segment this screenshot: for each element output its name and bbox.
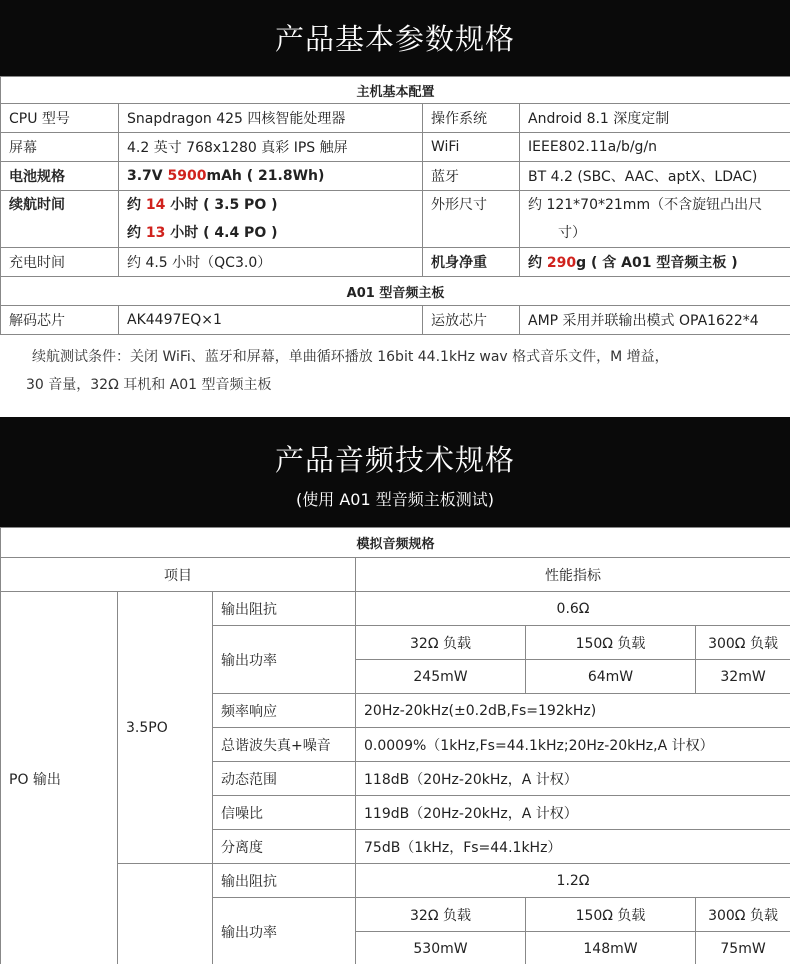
weight-label: 机身净重 <box>423 248 520 277</box>
freq-value: 20Hz-20kHz(±0.2dB,Fs=192kHz) <box>356 694 790 728</box>
thd-value: 0.0009%（1kHz,Fs=44.1kHz;20Hz-20kHz,A 计权） <box>356 728 790 762</box>
battery-label: 电池规格 <box>1 162 119 191</box>
board-header: A01 型音频主板 <box>1 277 790 306</box>
power-label: 输出功率 <box>213 626 356 694</box>
section-title: 产品基本参数规格 <box>274 22 515 56</box>
battery-value: 3.7V 5900mAh ( 21.8Wh) <box>119 162 423 191</box>
charge-label: 充电时间 <box>1 248 119 277</box>
screen-label: 屏幕 <box>1 133 119 162</box>
table-row <box>1 191 790 248</box>
audio-spec-table <box>0 527 790 964</box>
sep-label: 分离度 <box>213 830 356 864</box>
dac-label: 解码芯片 <box>1 306 119 335</box>
thd-label: 总谐波失真+噪音 <box>213 728 356 762</box>
subgroup-3.5po: 3.5PO <box>118 592 213 864</box>
section-banner-basic <box>0 0 790 76</box>
charge-value: 约 4.5 小时（QC3.0） <box>119 248 423 277</box>
os-value: Android 8.1 深度定制 <box>520 104 790 133</box>
load-32: 32Ω 负载 <box>356 898 526 932</box>
table-row <box>1 133 790 162</box>
power-300: 32mW <box>696 660 790 694</box>
dr-value: 118dB（20Hz-20kHz，A 计权） <box>356 762 790 796</box>
snr-label: 信噪比 <box>213 796 356 830</box>
snr-value: 119dB（20Hz-20kHz，A 计权） <box>356 796 790 830</box>
cpu-label: CPU 型号 <box>1 104 119 133</box>
endurance-label: 续航时间 <box>1 191 119 248</box>
power-32: 245mW <box>356 660 526 694</box>
dac-value: AK4497EQ×1 <box>119 306 423 335</box>
opamp-value: AMP 采用并联输出模式 OPA1622*4 <box>520 306 790 335</box>
sep-value: 75dB（1kHz，Fs=44.1kHz） <box>356 830 790 864</box>
battery-capacity: 5900 <box>167 168 207 184</box>
screen-value: 4.2 英寸 768x1280 真彩 IPS 触屏 <box>119 133 423 162</box>
power-label: 输出功率 <box>213 898 356 964</box>
wifi-label: WiFi <box>423 133 520 162</box>
bt-value: BT 4.2 (SBC、AAC、aptX、LDAC) <box>520 162 790 191</box>
impedance-label: 输出阻抗 <box>213 864 356 898</box>
table-row <box>1 248 790 277</box>
opamp-label: 运放芯片 <box>423 306 520 335</box>
table-row <box>1 592 790 626</box>
power-150: 148mW <box>526 932 696 964</box>
load-32: 32Ω 负载 <box>356 626 526 660</box>
freq-label: 频率响应 <box>213 694 356 728</box>
table-row <box>1 306 790 335</box>
bt-label: 蓝牙 <box>423 162 520 191</box>
power-300: 75mW <box>696 932 790 964</box>
load-150: 150Ω 负载 <box>526 898 696 932</box>
table-header: 模拟音频规格 <box>1 528 790 558</box>
size-label: 外形尺寸 <box>423 191 520 248</box>
os-label: 操作系统 <box>423 104 520 133</box>
col-item: 项目 <box>1 558 356 592</box>
endurance-note: 续航测试条件：关闭 WiFi、蓝牙和屏幕，单曲循环播放 16bit 44.1kHz wav 格式音乐文件，M 增益， 30 音量，32Ω 耳机和 A01 型音频主板 <box>26 349 669 393</box>
load-150: 150Ω 负载 <box>526 626 696 660</box>
size-value: 约 121*70*21mm（不含旋钮凸出尺 寸） <box>520 191 790 248</box>
load-300: 300Ω 负载 <box>696 626 790 660</box>
table-header: 主机基本配置 <box>1 77 790 104</box>
table-row <box>1 864 790 898</box>
wifi-value: IEEE802.11a/b/g/n <box>520 133 790 162</box>
col-performance: 性能指标 <box>356 558 790 592</box>
impedance-value: 1.2Ω <box>356 864 790 898</box>
impedance-value: 0.6Ω <box>356 592 790 626</box>
table-row <box>1 104 790 133</box>
section-banner-audio <box>0 417 790 527</box>
load-300: 300Ω 负载 <box>696 898 790 932</box>
power-150: 64mW <box>526 660 696 694</box>
impedance-label: 输出阻抗 <box>213 592 356 626</box>
endurance-value: 约 14 小时 ( 3.5 PO ) 约 13 小时 ( 4.4 PO ) <box>119 191 423 248</box>
weight-value: 约 290g ( 含 A01 型音频主板 ) <box>520 248 790 277</box>
cpu-value: Snapdragon 425 四核智能处理器 <box>119 104 423 133</box>
section-subtitle: (使用 A01 型音频主板测试) <box>296 490 494 509</box>
subgroup-4.4po <box>118 864 213 964</box>
power-32: 530mW <box>356 932 526 964</box>
dr-label: 动态范围 <box>213 762 356 796</box>
group-po-output: PO 输出 <box>1 592 118 964</box>
table-row <box>1 162 790 191</box>
basic-config-table <box>0 76 790 335</box>
section-title: 产品音频技术规格 <box>274 443 515 477</box>
